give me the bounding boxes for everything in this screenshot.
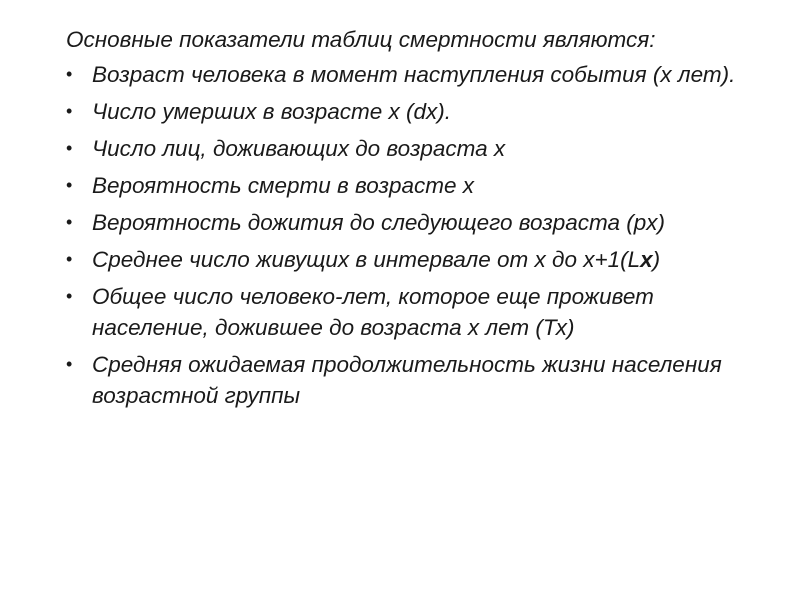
- list-item: [66, 349, 786, 411]
- intro-text: Основные показатели таблиц смертности являются:: [66, 27, 656, 52]
- list-item-text: Число умерших в возрасте x (dx).: [92, 99, 452, 124]
- list-item-text-tail: ): [652, 247, 661, 272]
- list-item: [66, 59, 786, 90]
- list-item: [66, 281, 786, 343]
- list-item-text: Вероятность дожития до следующего возраста (px): [92, 210, 666, 235]
- list-item: [66, 170, 786, 201]
- slide-content: [66, 24, 786, 417]
- list-item-text: Число лиц, доживающих до возраста х: [92, 136, 506, 161]
- bullet-icon: •: [66, 286, 73, 306]
- list-item-text-bold-x: x: [640, 247, 653, 272]
- list-item: [66, 96, 786, 127]
- list-item-text: Возраст человека в момент наступления события (х лет).: [92, 62, 736, 87]
- list-item-text-main: Среднее число живущих в интервале от х до х+1(L: [92, 247, 641, 272]
- list-item: [66, 244, 786, 275]
- bullet-icon: •: [66, 212, 73, 232]
- bullet-icon: •: [66, 101, 73, 121]
- list-item: [66, 133, 786, 164]
- bullet-icon: •: [66, 64, 73, 84]
- list-item: [66, 207, 786, 238]
- list-item-text: Вероятность смерти в возрасте х: [92, 173, 474, 198]
- bullet-icon: •: [66, 354, 73, 374]
- list-item-text: Общее число человеко-лет, которое еще проживет население, дожившее до возраста х лет (Тх): [92, 284, 654, 340]
- indicator-list: [66, 59, 786, 411]
- list-item-text-mixed: [92, 244, 772, 275]
- bullet-icon: •: [66, 249, 73, 269]
- list-item-text: Средняя ожидаемая продолжительность жизни населения возрастной группы: [92, 352, 722, 408]
- bullet-icon: •: [66, 138, 73, 158]
- bullet-icon: •: [66, 175, 73, 195]
